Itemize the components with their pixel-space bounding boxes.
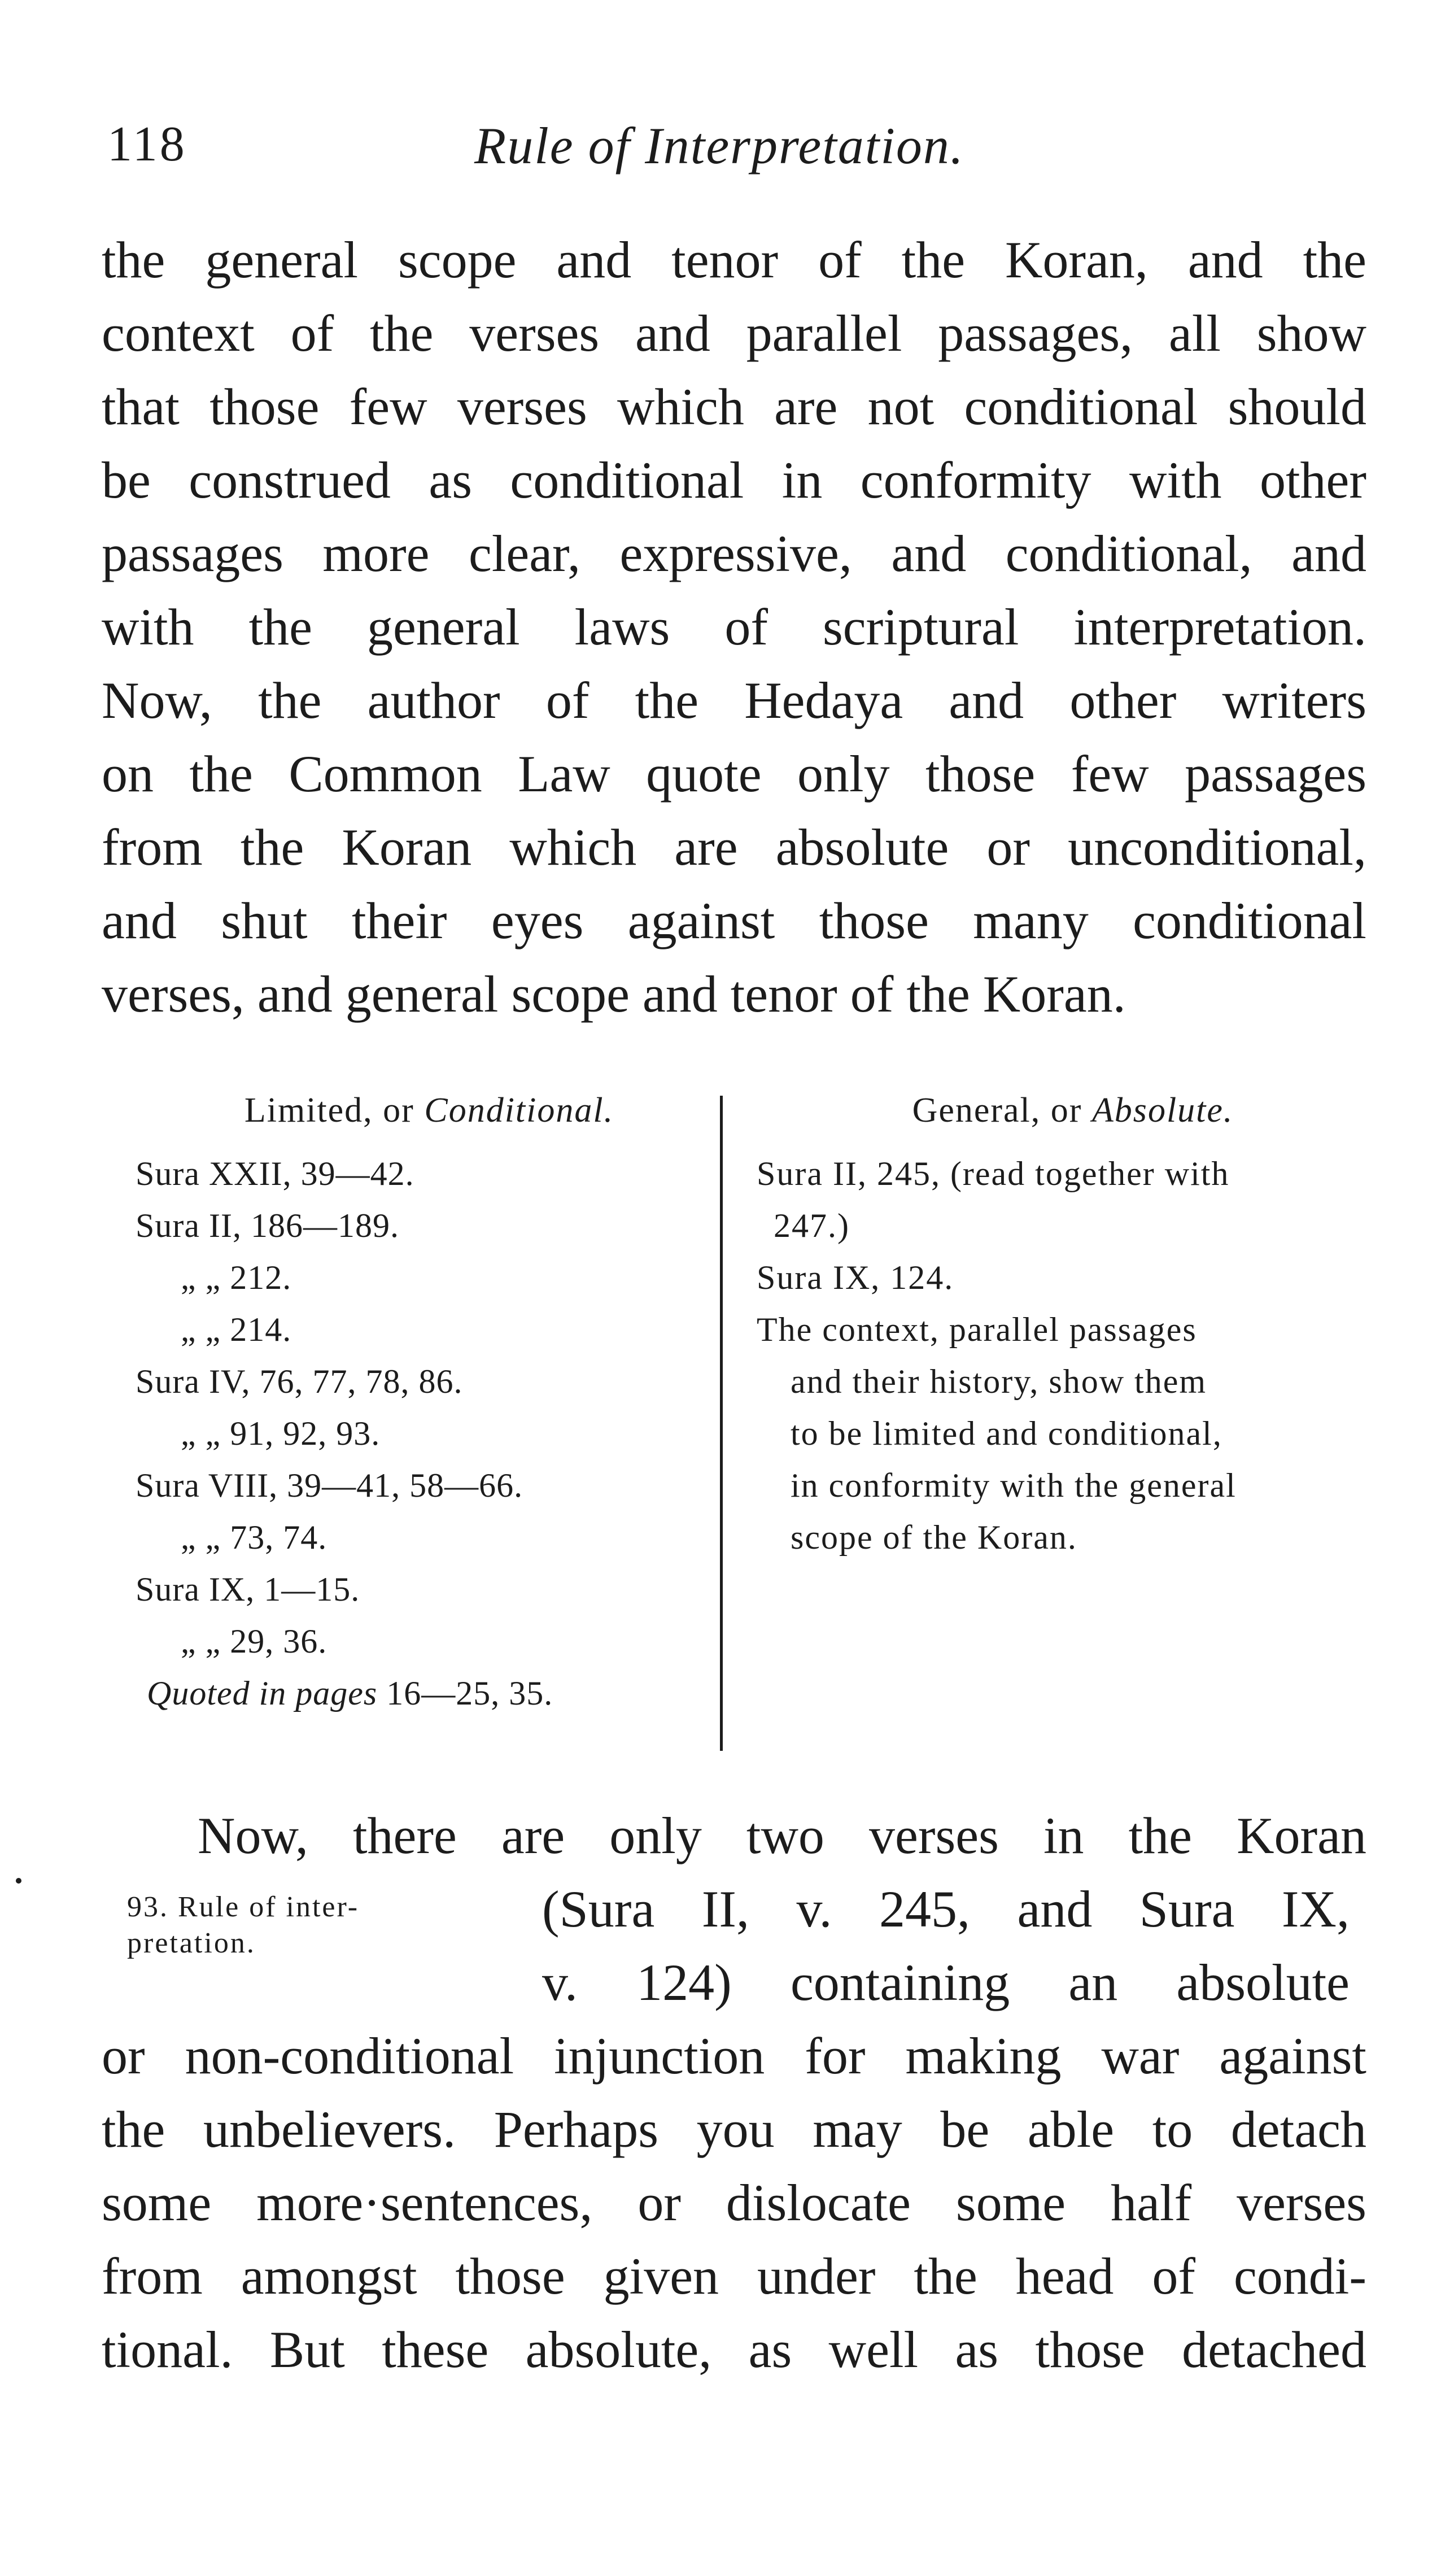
text-line: from amongst those given under the head of condi- [102,2247,1366,2305]
text-line-wrapped: v. 124) containing an absolute [542,1954,1350,2011]
text-line: and shut their eyes against those many conditional [102,892,1366,949]
conditional-column [136,1084,689,1719]
text-line: that those few verses which are not conditional should [102,378,1366,435]
page-number: 118 [107,117,187,172]
running-title: Rule of Interpretation. [474,117,964,175]
text-line: with the general laws of scriptural interpretation. [102,598,1366,656]
side-note-line: 93. Rule of inter- [127,1891,360,1923]
text-line: from the Koran which are absolute or unconditional, [102,818,1366,876]
verse-reference: Sura XXII, 39—42. [136,1155,414,1192]
page-header [107,116,1350,184]
context-note-line: and their history, show them [791,1363,1207,1400]
verse-reference: „ „ 91, 92, 93. [181,1415,381,1452]
verse-reference: „ „ 73, 74. [181,1519,328,1556]
verse-reference: „ „ 212. [181,1259,292,1296]
text-line-wrapped: (Sura II, v. 245, and Sura IX, [542,1880,1350,1938]
text-line: passages more clear, expressive, and conditional, and [102,525,1366,582]
text-line: verses, and general scope and tenor of the Koran. [102,965,1126,1023]
verse-reference: Sura IX, 124. [757,1259,954,1296]
context-note-line: The context, parallel passages [757,1311,1197,1348]
absolute-heading: General, or Absolute. [912,1091,1234,1130]
verse-reference: Sura II, 245, (read together with [757,1155,1230,1192]
text-line: Now, the author of the Hedaya and other writers [102,672,1366,729]
conditional-heading: Limited, or Conditional. [244,1091,614,1130]
text-line: or non-conditional injunction for making war against [102,2027,1366,2085]
text-line: tional. But these absolute, as well as those detached [102,2321,1366,2378]
absolute-entry [757,1148,1378,1563]
text-line: context of the verses and parallel passages, all show [102,304,1366,362]
context-note-line: scope of the Koran. [791,1519,1077,1556]
margin-mark [16,1878,21,1884]
text-line: the general scope and tenor of the Koran, and the [102,231,1366,289]
verse-reference-continued: 247.) [774,1207,850,1244]
verse-reference: Sura IV, 76, 77, 78, 86. [136,1363,463,1400]
verse-reference: Sura VIII, 39—41, 58—66. [136,1467,523,1504]
text-line: on the Common Law quote only those few passages [102,745,1366,803]
verse-reference: Sura II, 186—189. [136,1207,399,1244]
absolute-column [757,1084,1378,1563]
verse-reference: „ „ 214. [181,1311,292,1348]
text-line: be construed as conditional in conformity with other [102,451,1366,509]
paragraph-top [102,223,1366,1031]
side-note-line: pretation. [127,1927,256,1959]
text-line: some more·sentences, or dislocate some half verses [102,2174,1366,2231]
text-line: Now, there are only two verses in the Koran [198,1807,1366,1864]
quoted-pages-note: Quoted in pages 16—25, 35. [147,1675,553,1712]
text-line: the unbelievers. Perhaps you may be able to detach [102,2100,1366,2158]
context-note-line: in conformity with the general [791,1467,1237,1504]
column-divider [720,1096,723,1751]
context-note-line: to be limited and conditional, [791,1415,1222,1452]
verse-reference: „ „ 29, 36. [181,1623,328,1660]
verse-reference: Sura IX, 1—15. [136,1571,360,1608]
paragraph-bottom [102,1799,1366,2386]
verse-reference-table [136,1084,1378,1745]
